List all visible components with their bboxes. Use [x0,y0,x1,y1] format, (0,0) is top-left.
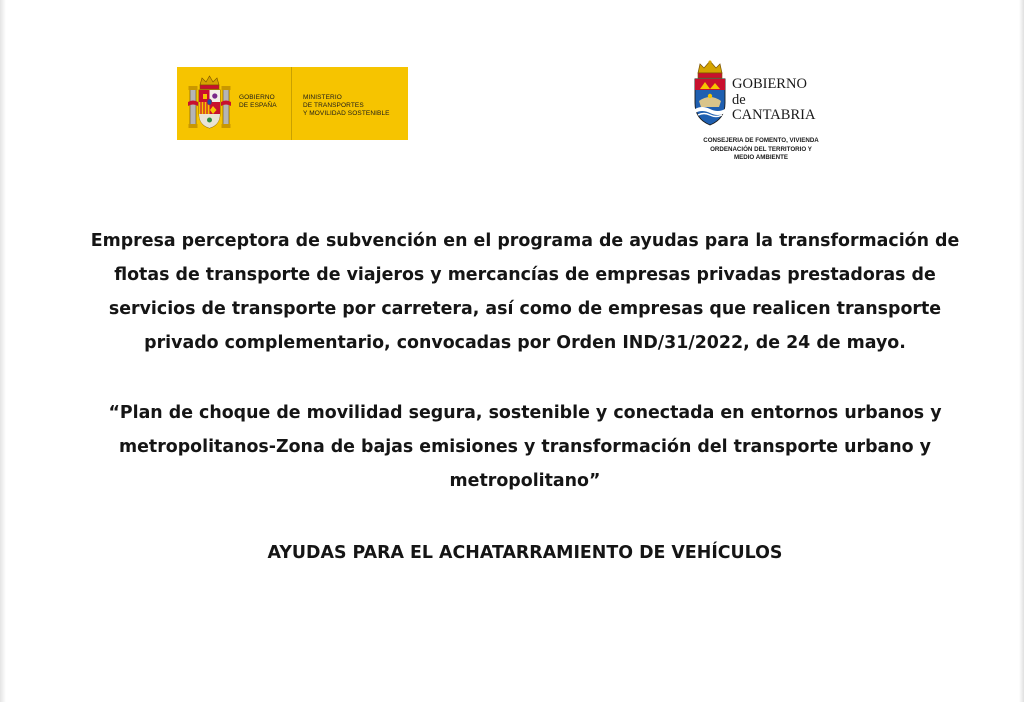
logo-text-line: GOBIERNO [239,94,275,101]
intro-line: Empresa perceptora de subvención en el programa de ayudas para la transformación de [90,231,960,251]
logo-text-line: Y MOVILIDAD SOSTENIBLE [303,110,390,117]
page-edge-left [0,0,6,702]
gobierno-espana-text [239,94,277,110]
plan-line: metropolitanos-Zona de bajas emisiones y transformación del transporte urbano y [118,437,931,457]
logo-text-line: de [732,91,746,108]
intro-line: flotas de transporte de viajeros y mercancías de empresas privadas prestadoras de [114,265,936,285]
intro-paragraph [70,224,980,360]
ministerio-text [303,94,390,118]
logo-text-line: DE ESPAÑA [239,102,277,109]
gobierno-espana-logo [177,67,408,140]
intro-line: privado complementario, convocadas por Orden IND/31/2022, de 24 de mayo. [144,333,906,353]
ayudas-title [70,536,980,570]
cantabria-shield-icon [692,59,728,127]
gobierno-cantabria-logo [690,57,830,172]
logo-text-line: GOBIERNO [732,76,807,92]
page-edge-right [1019,0,1024,702]
cantabria-name [732,77,815,124]
plan-line: metropolitano” [449,471,601,491]
logo-text-line: MINISTERIO [303,94,342,101]
logo-divider [291,67,292,140]
plan-paragraph [70,396,980,498]
logo-text-line: CANTABRIA [732,107,816,123]
cantabria-department [690,137,832,163]
plan-line: “Plan de choque de movilidad segura, sostenible y conectada en entornos urbanos y [108,403,942,423]
logo-text-line: ORDENACIÓN DEL TERRITORIO Y [710,145,812,153]
logo-text-line: CONSEJERIA DE FOMENTO, VIVIENDA [703,137,819,144]
logo-text-line: MEDIO AMBIENTE [733,154,789,162]
ayudas-title-text: AYUDAS PARA EL ACHATARRAMIENTO DE VEHÍCULOS [267,543,783,563]
spain-coat-of-arms-icon [187,75,232,133]
logo-text-line: DE TRANSPORTES [303,102,364,109]
intro-line: servicios de transporte por carretera, así como de empresas que realicen transporte [108,299,942,319]
